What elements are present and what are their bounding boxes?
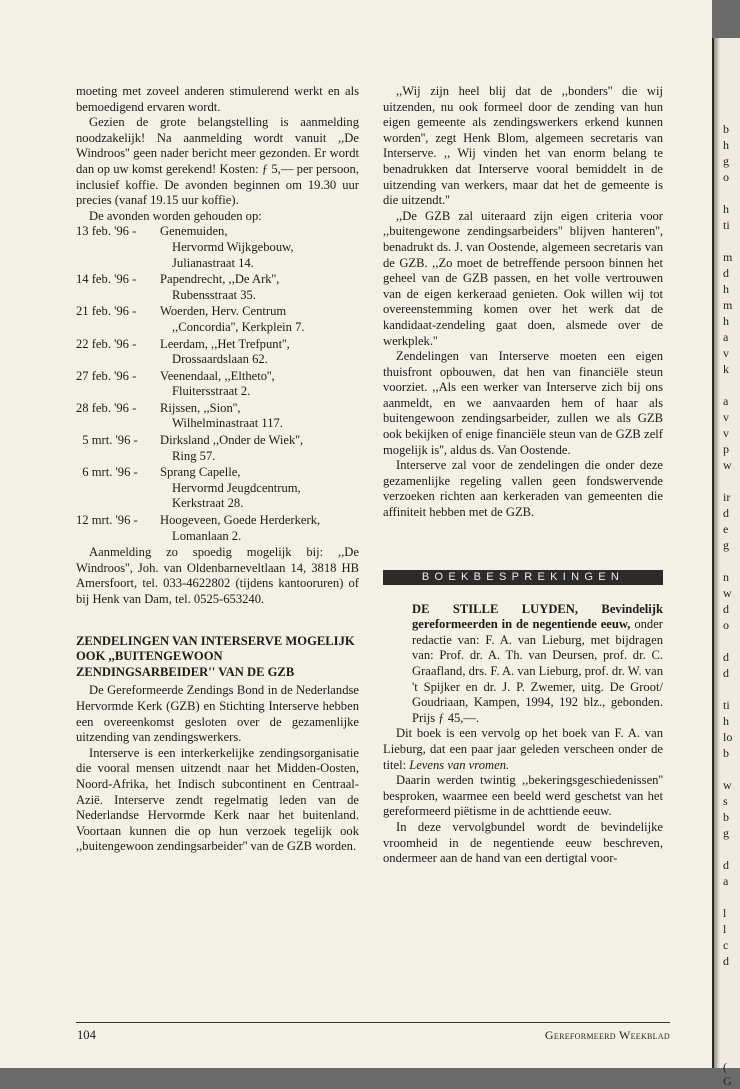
- intro-paragraph: moeting met zoveel anderen stimulerend werkt en als bemoedigend ervaren wordt.: [76, 84, 359, 114]
- registration-paragraph: Aanmelding zo spoedig mogelijk bij: ,,De Windroos'', Joh. van Oldenbarneveltlaan 14, 3818 HB Amersfoort, tel. 033-4622802 (tijdens kantooruren) of bij Henk van Dam, tel. 0525-653240.: [76, 545, 359, 606]
- schedule-row: [76, 272, 359, 303]
- schedule-row: [76, 513, 359, 544]
- facing-page-text-fragment: m: [723, 250, 733, 264]
- schedule-row: [76, 433, 359, 464]
- schedule-location-line: Wilhelminastraat 117.: [172, 416, 283, 431]
- running-title: Gereformeerd Weekblad: [544, 1028, 670, 1042]
- schedule-row: [76, 337, 359, 368]
- schedule-location: [160, 401, 359, 432]
- facing-page-text-fragment: l: [723, 906, 727, 920]
- schedule-location-line: Hoogeveen, Goede Herderkerk,: [160, 513, 321, 528]
- section-banner: BOEKBESPREKINGEN: [383, 570, 663, 585]
- schedule-date: 12 mrt. '96 -: [76, 513, 141, 528]
- schedule-location: [160, 433, 359, 464]
- schedule-location-line: Genemuiden,: [160, 224, 228, 239]
- schedule-location: [160, 304, 359, 335]
- facing-page-text-fragment: lo: [723, 730, 733, 744]
- facing-page-text-fragment: p: [723, 442, 729, 456]
- article-heading: ZENDELINGEN VAN INTERSERVE MOGELIJK OOK ,,BUITENGEWOON ZENDINGSARBEIDER'' VAN DE GZB: [76, 633, 355, 679]
- facing-page-text-fragment: d: [723, 954, 729, 968]
- article-paragraph: De Gereformeerde Zendings Bond in de Nederlandse Hervormde Kerk (GZB) en Stichting Interserve hebben een overeenkomst gesloten over de gezamenlijke uitzending van zendingswerkers.: [76, 683, 359, 745]
- facing-page-text-fragment: g: [723, 154, 729, 168]
- facing-page-text-fragment: h: [723, 314, 729, 328]
- schedule-location: [160, 369, 359, 400]
- schedule-location-line: Lomanlaan 2.: [172, 528, 242, 543]
- facing-page-text-fragment: (: [723, 1060, 727, 1074]
- schedule-location-line: Hervormd Jeugdcentrum,: [172, 480, 301, 495]
- schedule-location-line: Sprang Capelle,: [160, 465, 241, 480]
- intro-paragraph: De avonden worden gehouden op:: [89, 208, 262, 223]
- facing-page-text-fragment: d: [723, 666, 729, 680]
- facing-page-text-fragment: n: [723, 570, 729, 584]
- schedule-date: 14 feb. '96 -: [76, 272, 140, 287]
- schedule-location-line: Hervormd Wijkgebouw,: [172, 239, 294, 254]
- schedule-row: [76, 401, 359, 432]
- review-text: Dit boek is een vervolg op het boek van F. A. van Lieburg, dat een paar jaar geleden verscheen onder de titel:: [383, 726, 663, 772]
- facing-page-text-fragment: ir: [723, 490, 731, 504]
- facing-page-text-fragment: o: [723, 618, 729, 632]
- facing-page-text-fragment: G: [723, 1074, 732, 1088]
- facing-page-text-fragment: g: [723, 826, 729, 840]
- facing-page-text-fragment: s: [723, 794, 728, 808]
- facing-page-text-fragment: k: [723, 362, 729, 376]
- facing-page-text-fragment: b: [723, 122, 729, 136]
- page-gutter-shadow: [714, 38, 720, 1068]
- schedule-location-line: Kerkstraat 28.: [172, 496, 244, 511]
- facing-page-text-fragment: c: [723, 938, 729, 952]
- schedule-date: 6 mrt. '96 -: [76, 465, 141, 480]
- schedule-location: [160, 272, 359, 303]
- schedule-location-line: Julianastraat 14.: [172, 255, 254, 270]
- schedule-location-line: Rubensstraat 35.: [172, 287, 256, 302]
- facing-page-text-fragment: d: [723, 266, 729, 280]
- facing-page-text-fragment: ti: [723, 218, 730, 232]
- page-number: 104: [77, 1028, 96, 1042]
- facing-page-text-fragment: v: [723, 426, 729, 440]
- right-column: [383, 84, 663, 867]
- article-paragraph: Interserve zal voor de zendelingen die onder deze gezamenlijke regeling vallen geen fondswervende verzoeken richten aan kerkeraden van gemeenten die affiniteit hebben met de GZB.: [383, 458, 663, 520]
- schedule-location-line: Rijssen, ,,Sion'',: [160, 400, 241, 415]
- footer-rule: [76, 1022, 670, 1023]
- review-paragraph: Daarin werden twintig ,,bekeringsgeschiedenissen'' besproken, waarmee een beeld werd geschetst van het gereformeerd piëtisme in de achttiende eeuw.: [383, 773, 663, 819]
- book-review-entry: [383, 602, 663, 727]
- facing-page-text-fragment: h: [723, 138, 729, 152]
- facing-page-text-fragment: v: [723, 346, 729, 360]
- schedule-location: [160, 513, 359, 544]
- facing-page-text-fragment: h: [723, 714, 729, 728]
- facing-page-text-fragment: d: [723, 858, 729, 872]
- schedule-location-line: Veenendaal, ,,Eltheto'',: [160, 368, 275, 383]
- cited-book-title: Levens van vromen.: [409, 757, 510, 772]
- facing-page-text-fragment: w: [723, 778, 732, 792]
- schedule-location-line: Papendrecht, ,,De Ark'',: [160, 272, 280, 287]
- schedule-location-line: Drossaardslaan 62.: [172, 352, 268, 367]
- article-paragraph: ,,De GZB zal uiteraard zijn eigen criteria voor ,,buitengewone zendingsarbeiders'' blijven hanteren'', benadrukt ds. J. van Oostende, algemeen secretaris van de GZB. ,,Zo moet de betreffende persoon binnen het geheel van de GZB passen, en het volle vertrouwen van de eigen kerkeraad genieten. Ook willen wij tot overeenstemming komen over het werk dat de kandidaat-zendeling gaat doen, alsmede over de werkplek.'': [383, 208, 663, 348]
- facing-page-text-fragment: o: [723, 170, 729, 184]
- schedule-row: [76, 224, 359, 271]
- review-paragraph: [383, 726, 663, 773]
- facing-page-text-fragment: a: [723, 394, 729, 408]
- schedule-location: [160, 224, 359, 271]
- facing-page-text-fragment: e: [723, 522, 729, 536]
- schedule-date: 21 feb. '96 -: [76, 304, 140, 319]
- schedule-location: [160, 337, 359, 368]
- facing-page-text-fragment: v: [723, 410, 729, 424]
- schedule-date: 28 feb. '96 -: [76, 400, 140, 415]
- schedule-location-line: Dirksland ,,Onder de Wiek'',: [160, 433, 303, 448]
- review-paragraph: In deze vervolgbundel wordt de bevindelijke vroomheid in de negentiende eeuw beschreven, ondermeer aan de hand van een dertigtal voor-: [383, 819, 663, 866]
- article-paragraph: ,,Wij zijn heel blij dat de ,,bonders'' die wij uitzenden, nu ook formeel door de zending van hun eigen gemeente als zendingswerkers erkend kunnen worden'', zegt Henk Blom, algemeen secretaris van Interserve. ,, Wij vinden het van enorm belang te benadrukken dat Interserve vooral bemiddelt in de uitzending van werkers, maar dat het de gemeente is die uitzendt.'': [383, 84, 663, 208]
- schedule-date: 13 feb. '96 -: [76, 224, 140, 239]
- facing-page-text-fragment: a: [723, 330, 729, 344]
- facing-page-text-fragment: m: [723, 298, 733, 312]
- schedule-date: 27 feb. '96 -: [76, 368, 140, 383]
- facing-page-text-fragment: d: [723, 602, 729, 616]
- book-title: DE STILLE LUYDEN, Bevindelijk gereformeerden in de negentiende eeuw,: [412, 601, 663, 632]
- left-column: [76, 84, 359, 855]
- facing-page-text-fragment: w: [723, 586, 732, 600]
- facing-page-text-fragment: a: [723, 874, 729, 888]
- schedule-row: [76, 369, 359, 400]
- facing-page-text-fragment: d: [723, 650, 729, 664]
- schedule-location-line: Ring 57.: [172, 448, 216, 463]
- facing-page-text-fragment: ti: [723, 698, 730, 712]
- schedule-location-line: Fluitersstraat 2.: [172, 384, 251, 399]
- schedule-location-line: Woerden, Herv. Centrum: [160, 304, 287, 319]
- schedule-row: [76, 304, 359, 335]
- article-paragraph: Interserve is een interkerkelijke zendingsorganisatie die vooral mensen uitzendt naar het Midden-Oosten, Noord-Afrika, het Indisch subcontinent en Centraal-Azië. Interserve zendt regelmatig leden van de Nederlandse Hervormde Kerk naar het buitenland. Voortaan kunnen die op hun verzoek tegelijk ook ,,buitengewoon zendingsarbeider'' van de GZB worden.: [76, 745, 359, 854]
- book-details: onder redactie van: F. A. van Lieburg, met bijdragen van: Prof. dr. A. Th. van Deursen, prof. dr. C. Graafland, drs. F. A. van Lieburg, prof. dr. W. van 't Spijker en dr. J. P. Zwemer, uitg. De Groot/ Goudriaan, Kampen, 1994, 192 blz., gebonden. Prijs ƒ 45,—.: [412, 617, 663, 725]
- facing-page-text-fragment: h: [723, 282, 729, 296]
- facing-page-text-fragment: l: [723, 922, 727, 936]
- facing-page-text-fragment: b: [723, 746, 729, 760]
- schedule-row: [76, 465, 359, 512]
- facing-page-text-fragment: d: [723, 506, 729, 520]
- schedule-date: 22 feb. '96 -: [76, 336, 140, 351]
- facing-page-text-fragment: w: [723, 458, 732, 472]
- facing-page-text-fragment: b: [723, 810, 729, 824]
- facing-page-edge: [712, 38, 740, 1088]
- intro-paragraph: Gezien de grote belangstelling is aanmelding noodzakelijk! Na aanmelding wordt vanuit ,,De Windroos'' geen nader bericht meer gezonden. Er wordt dan op uw komst gerekend! Kosten: ƒ 5,— per persoon, inclusief koffie. De avonden beginnen om 19.30 uur precies (vanaf 19.15 uur koffie).: [76, 115, 359, 208]
- schedule-location-line: ,,Concordia'', Kerkplein 7.: [172, 319, 305, 334]
- article-paragraph: Zendelingen van Interserve moeten een eigen thuisfront opbouwen, dat hen van financiële steun voorziet. ,,Als een werker van Interserve zich bij ons aanmeldt, en we aanvaarden hem of haar als buitengewoon zendingsarbeider, zullen we als GZB ook bekijken of enige financiële steun van de GZB zelf mogelijk is'', aldus ds. Van Oostende.: [383, 349, 663, 457]
- facing-page-text-fragment: g: [723, 538, 729, 552]
- schedule-date: 5 mrt. '96 -: [76, 433, 141, 448]
- facing-page-text-fragment: h: [723, 202, 729, 216]
- schedule-location-line: Leerdam, ,,Het Trefpunt'',: [160, 336, 290, 351]
- schedule-location: [160, 465, 359, 512]
- evening-schedule: [76, 224, 359, 544]
